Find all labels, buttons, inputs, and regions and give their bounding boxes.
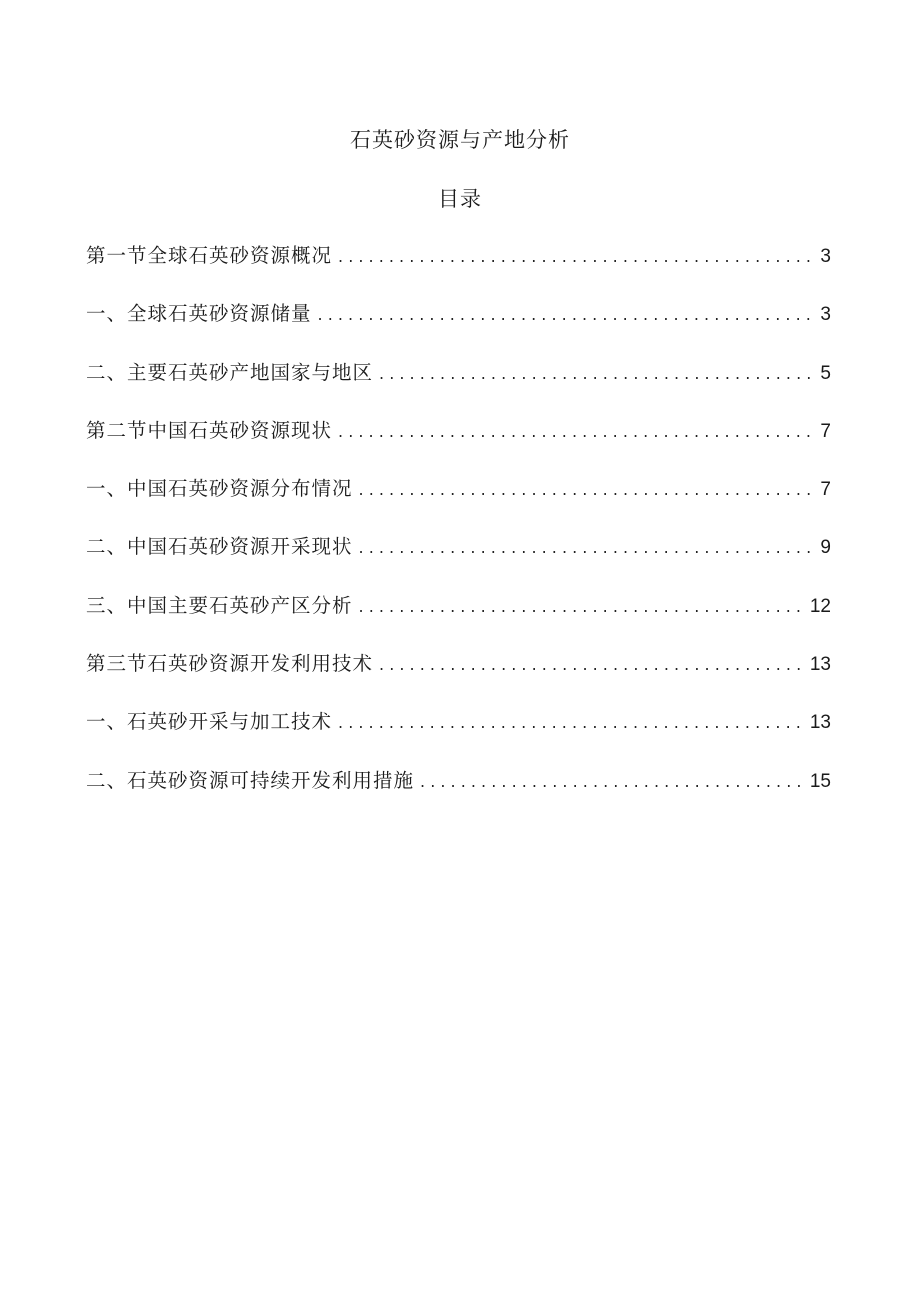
toc-dot-leader [338,422,816,441]
toc-entry-label: 第三节石英砂资源开发利用技术 [86,652,374,676]
toc-entry-section-2[interactable] [86,415,831,473]
toc-entry-label: 第一节全球石英砂资源概况 [86,244,333,267]
toc-entry-section-1[interactable] [86,240,831,298]
toc-dot-leader [379,655,806,674]
table-of-contents [86,240,831,823]
toc-entry-label: 一、石英砂开采与加工技术 [86,710,333,734]
toc-page-number: 15 [809,770,831,792]
toc-page-number: 13 [809,654,831,676]
toc-entry-label: 一、全球石英砂资源储量 [86,302,312,326]
toc-dot-leader [420,772,806,791]
toc-entry-1-2[interactable] [86,357,831,415]
toc-page-number: 12 [809,595,831,617]
toc-entry-2-2[interactable] [86,531,831,589]
toc-page-number: 7 [820,420,831,442]
toc-page-number: 9 [820,537,831,559]
toc-entry-label: 二、石英砂资源可持续开发利用措施 [86,768,415,792]
toc-heading: 目录 [438,187,482,211]
toc-entry-label: 二、中国石英砂资源开采现状 [86,535,353,559]
toc-dot-leader [318,305,817,324]
toc-page-number: 7 [820,479,831,501]
toc-entry-label: 三、中国主要石英砂产区分析 [86,593,353,617]
toc-page-number: 13 [809,712,831,734]
toc-entry-2-3[interactable] [86,590,831,648]
toc-page-number: 3 [820,246,831,267]
toc-entry-1-1[interactable] [86,298,831,356]
toc-entry-label: 第二节中国石英砂资源现状 [86,418,333,442]
toc-entry-label: 一、中国石英砂资源分布情况 [86,477,353,501]
toc-dot-leader [379,364,816,383]
toc-dot-leader [338,247,816,266]
toc-dot-leader [338,713,806,732]
document-title: 石英砂资源与产地分析 [350,128,570,152]
toc-entry-3-2[interactable] [86,765,831,823]
toc-dot-leader [359,597,806,616]
toc-entry-section-3[interactable] [86,648,831,706]
toc-page-number: 5 [820,362,831,384]
toc-entry-label: 二、主要石英砂产地国家与地区 [86,360,374,384]
toc-dot-leader [359,538,817,557]
toc-page-number: 3 [820,304,831,326]
toc-dot-leader [359,480,817,499]
toc-entry-2-1[interactable] [86,473,831,531]
toc-entry-3-1[interactable] [86,706,831,764]
